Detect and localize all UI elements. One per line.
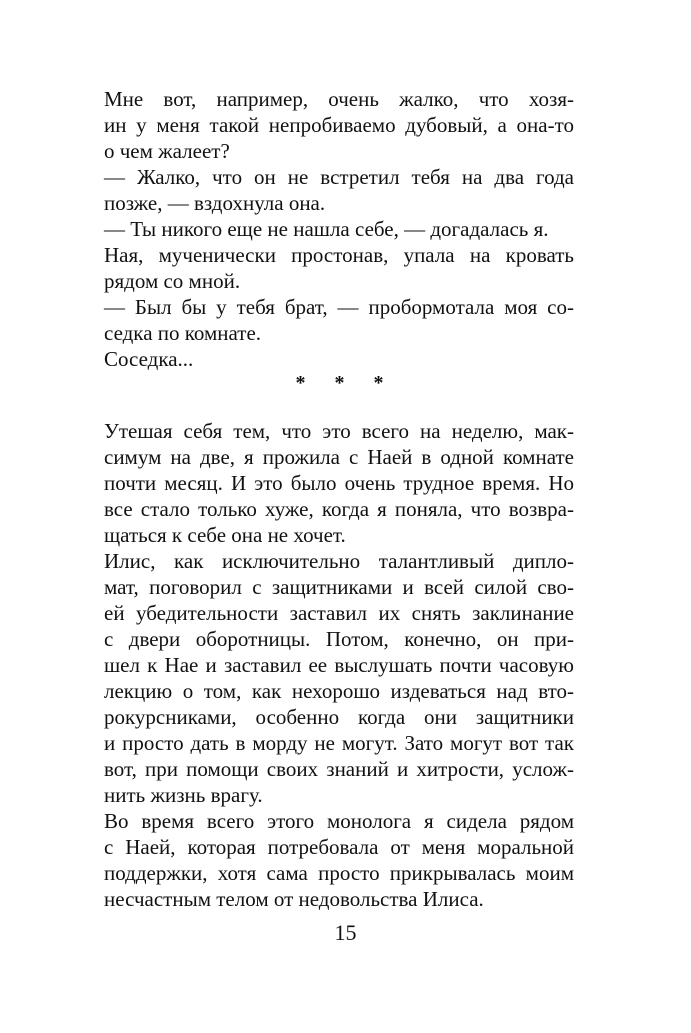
- text-line: Во время всего этого монолога я сидела рядом: [104, 809, 574, 833]
- text-line: и просто дать в морду не могут. Зато могут вот так: [104, 731, 574, 755]
- text-line: Илис, как исключительно талантливый дипло-: [104, 549, 574, 573]
- text-line: рядом со мной.: [104, 269, 241, 293]
- text-line: с двери оборотницы. Потом, конечно, он при-: [104, 627, 574, 651]
- text-line: Соседка...: [104, 347, 194, 371]
- page-number: 15: [334, 920, 357, 945]
- text-line: седка по комнате.: [104, 321, 262, 345]
- text-line: несчастным телом от недовольства Илиса.: [104, 887, 484, 911]
- text-line: ей убедительности заставил их снять заклинание: [104, 601, 574, 625]
- text-line: с Наей, которая потребовала от меня моральной: [104, 835, 574, 859]
- text-line: Ная, мученически простонав, упала на кровать: [104, 243, 574, 267]
- text-block-narrative: [104, 418, 574, 912]
- text-line: почти месяц. И это было очень трудное время. Но: [104, 471, 574, 495]
- text-line: рокурсниками, особенно когда они защитники: [104, 705, 574, 729]
- text-line: все стало только хуже, когда я поняла, что возвра-: [104, 497, 574, 521]
- text-line: — Ты никого еще не нашла себе, — догадалась я.: [104, 217, 549, 241]
- text-line: о чем жалеет?: [104, 139, 230, 163]
- text-line: — Был бы у тебя брат, — пробормотала моя со-: [104, 295, 574, 319]
- text-line: щаться к себе она не хочет.: [104, 523, 346, 547]
- text-line: Мне вот, например, очень жалко, что хозя-: [104, 87, 574, 111]
- text-line: лекцию о том, как нехорошо издеваться над вто-: [104, 679, 574, 703]
- text-line: Утешая себя тем, что это всего на неделю, мак-: [104, 419, 574, 443]
- text-line: — Жалко, что он не встретил тебя на два года: [104, 165, 574, 189]
- section-separator: * * *: [295, 372, 396, 394]
- text-line: мат, поговорил с защитниками и всей силой сво-: [104, 575, 574, 599]
- text-line: вот, при помощи своих знаний и хитрости, услож-: [104, 757, 574, 781]
- text-line: ин у меня такой непробиваемо дубовый, а она-то: [104, 113, 574, 137]
- text-line: шел к Нае и заставил ее выслушать почти часовую: [104, 653, 574, 677]
- text-line: позже, — вздохнула она.: [104, 191, 326, 215]
- text-line: нить жизнь врагу.: [104, 783, 263, 807]
- text-block-dialogue: [104, 86, 574, 372]
- text-line: симум на две, я прожила с Наей в одной комнате: [104, 445, 574, 469]
- text-line: поддержки, хотя сама просто прикрывалась моим: [104, 861, 574, 885]
